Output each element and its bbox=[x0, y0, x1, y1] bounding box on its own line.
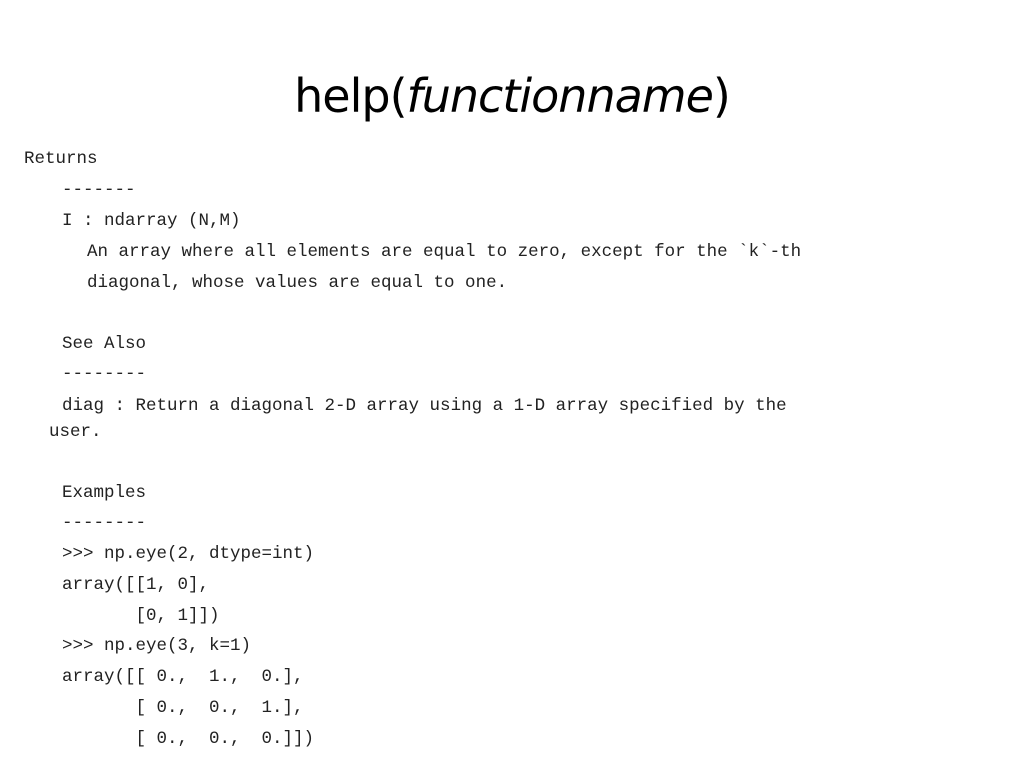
returns-rule: ------- bbox=[62, 180, 136, 200]
title-suffix: ) bbox=[712, 69, 730, 123]
title-prefix: help( bbox=[294, 69, 407, 123]
returns-description-line-2: diagonal, whose values are equal to one. bbox=[87, 273, 508, 293]
example-2-output-line-3: [ 0., 0., 0.]]) bbox=[62, 729, 315, 749]
slide-title bbox=[0, 60, 1024, 132]
example-1-output-line-1: array([[1, 0], bbox=[62, 575, 210, 595]
see-also-heading: See Also bbox=[62, 334, 147, 354]
example-1-prompt: >>> np.eye(2, dtype=int) bbox=[62, 544, 315, 564]
returns-heading: Returns bbox=[24, 149, 98, 169]
example-2-prompt: >>> np.eye(3, k=1) bbox=[62, 636, 252, 656]
examples-heading: Examples bbox=[62, 483, 147, 503]
returns-description-line-1: An array where all elements are equal to zero, except for the `k`-th bbox=[87, 242, 802, 262]
returns-signature: I : ndarray (N,M) bbox=[62, 211, 241, 231]
title-function-name: functionname bbox=[406, 69, 713, 123]
see-also-entry-line-2: user. bbox=[49, 422, 102, 442]
see-also-rule: -------- bbox=[62, 364, 147, 384]
see-also-entry-line-1: diag : Return a diagonal 2-D array using a 1-D array specified by the bbox=[62, 396, 787, 416]
example-1-output-line-2: [0, 1]]) bbox=[62, 606, 220, 626]
example-2-output-line-1: array([[ 0., 1., 0.], bbox=[62, 667, 304, 687]
example-2-output-line-2: [ 0., 0., 1.], bbox=[62, 698, 304, 718]
examples-rule: -------- bbox=[62, 513, 147, 533]
